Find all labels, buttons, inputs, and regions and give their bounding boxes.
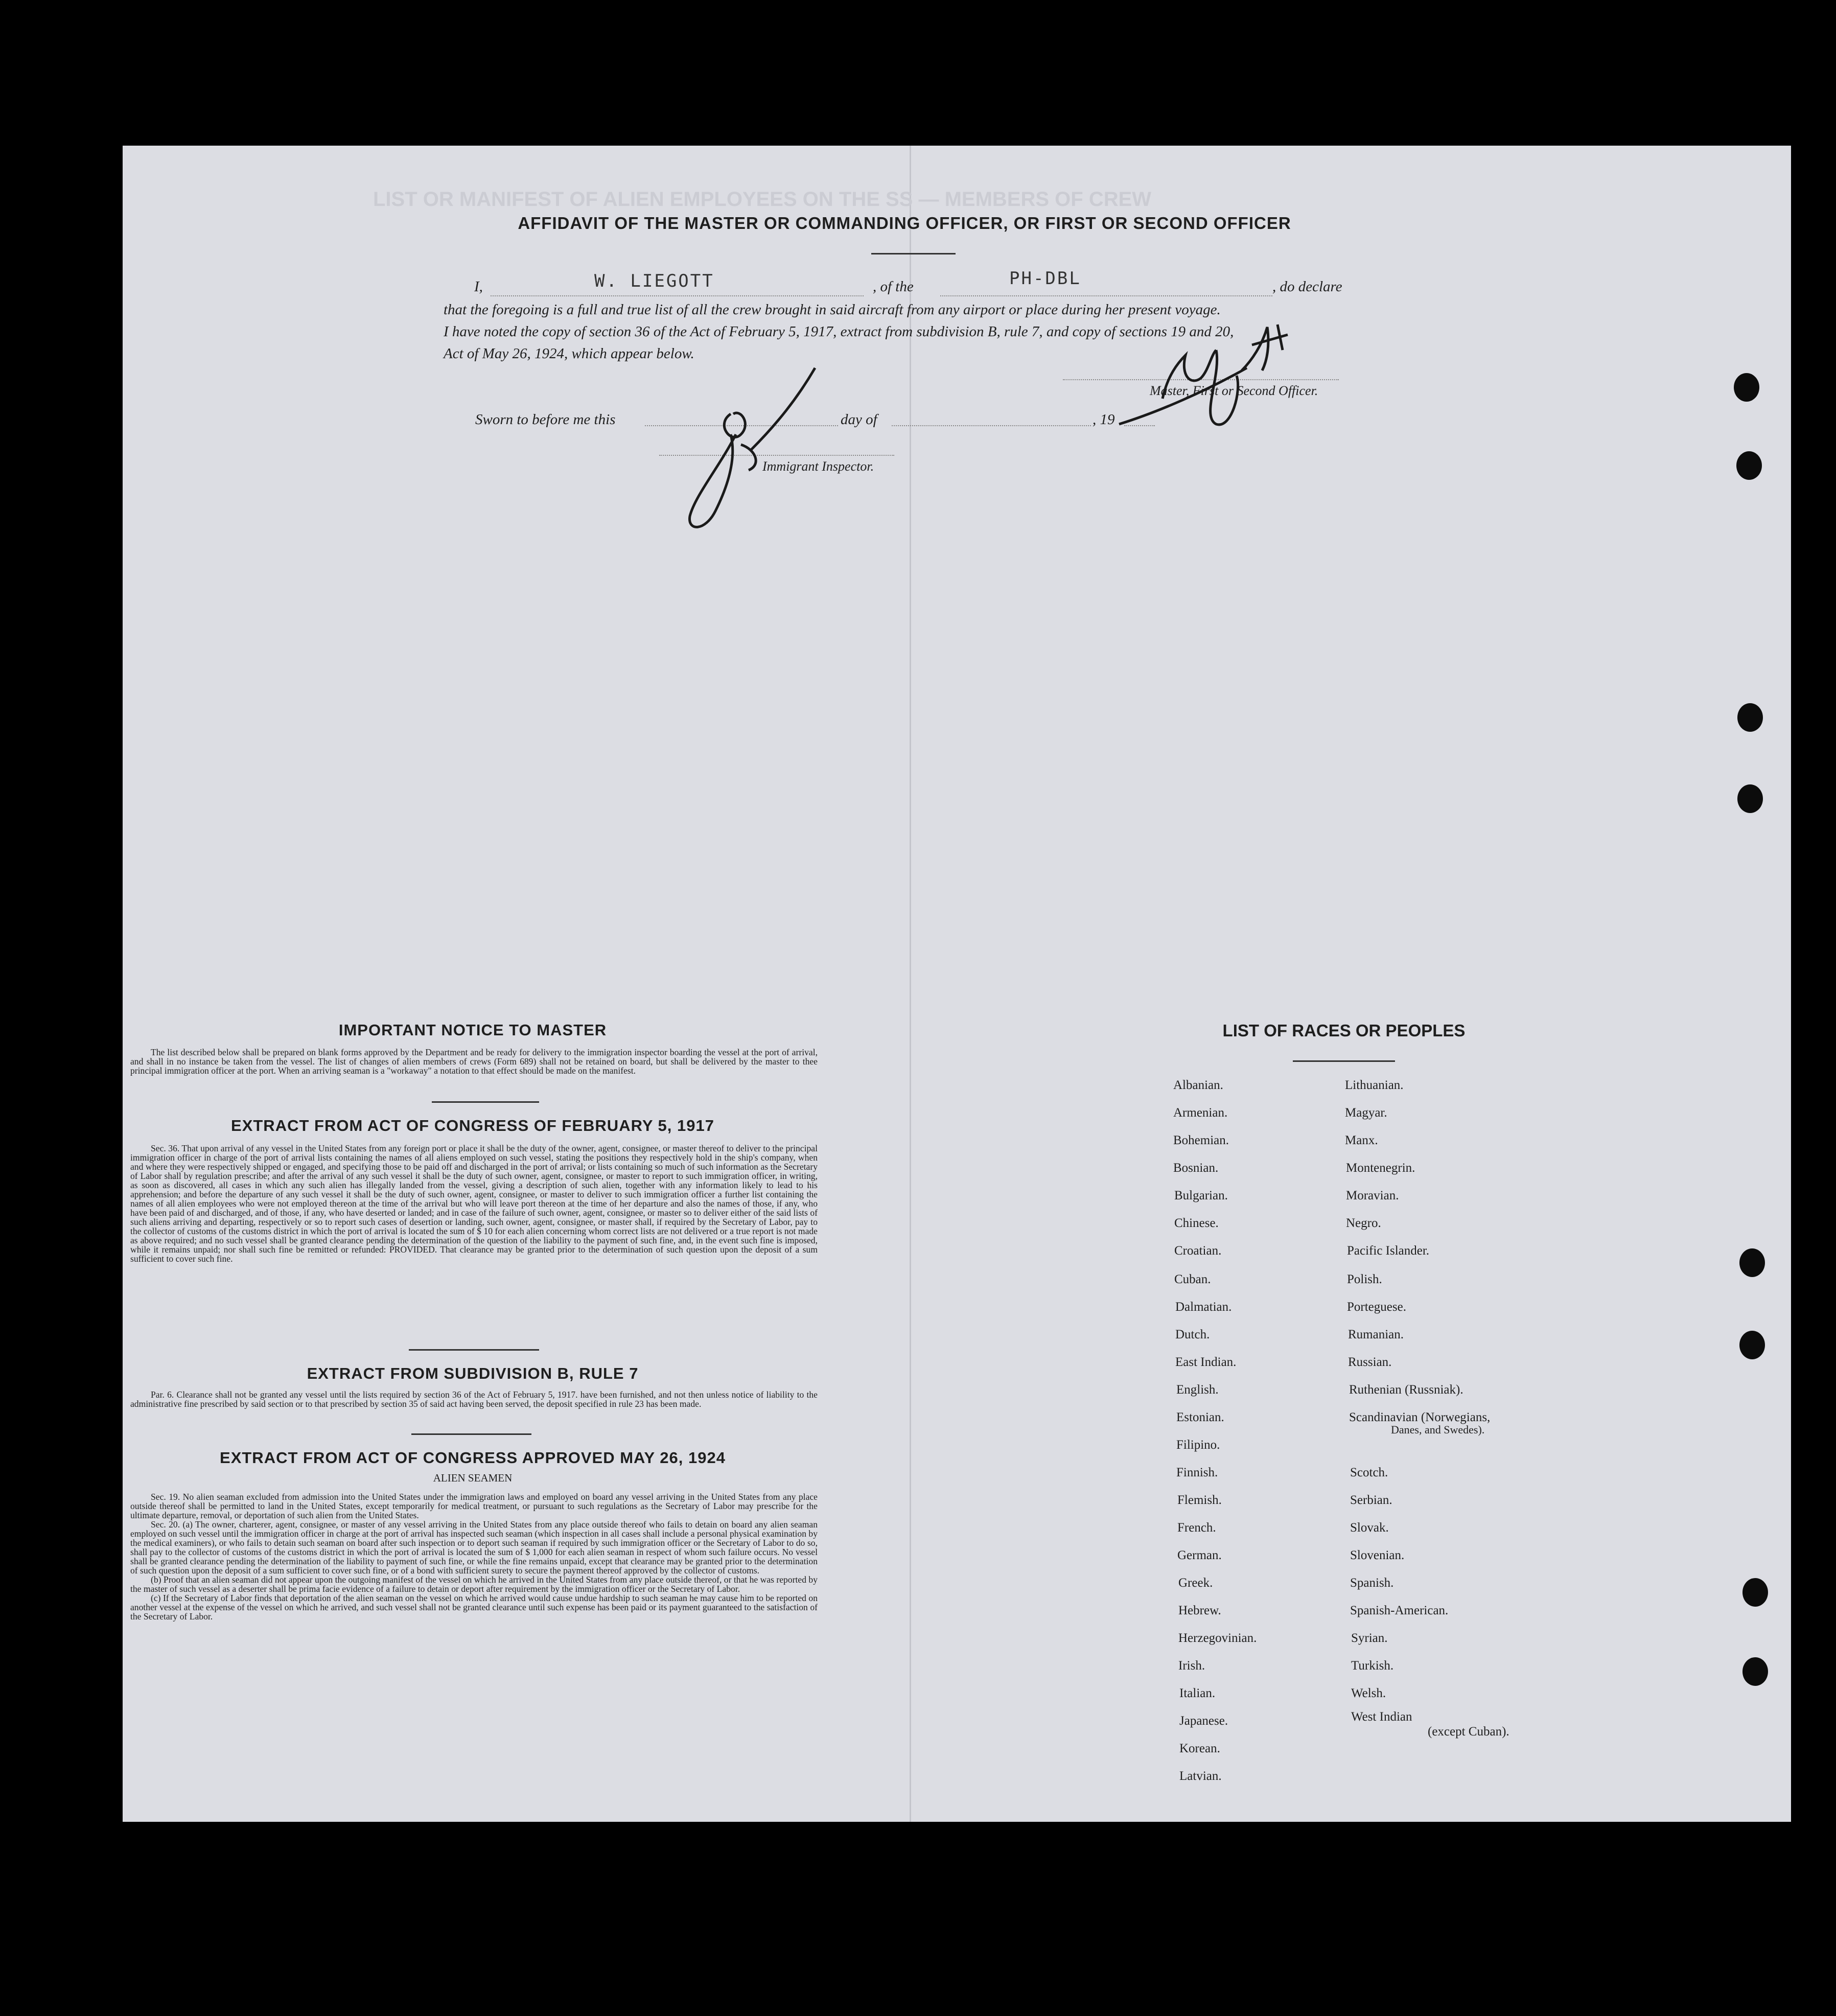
race-item: Greek.: [1178, 1576, 1213, 1590]
race-item: Danes, and Swedes).: [1391, 1423, 1485, 1436]
section-rule: [409, 1349, 539, 1351]
race-item: Spanish.: [1350, 1576, 1394, 1590]
race-item: Filipino.: [1176, 1438, 1220, 1452]
binder-hole: [1742, 1657, 1768, 1686]
binder-hole: [1739, 1331, 1765, 1359]
sec-20b-text: (b) Proof that an alien seaman did not appear upon the outgoing manifest of the vessel on which he arrived in the United States from any place outside thereof, or that he was reported by the master of such vessel as a deserter shall be prima facie evidence of a failure to detain or deport after requirement by the immigration officer or the Secretary of Labor.: [130, 1574, 818, 1594]
notice-title: IMPORTANT NOTICE TO MASTER: [338, 1021, 607, 1039]
binder-hole: [1737, 784, 1763, 813]
binder-hole: [1739, 1248, 1765, 1277]
binder-hole: [1736, 451, 1762, 480]
aircraft-line: [940, 295, 1272, 296]
race-item: Rumanian.: [1348, 1328, 1404, 1341]
race-item: German.: [1177, 1548, 1222, 1562]
sworn-month-line: [892, 425, 1091, 426]
races-title: LIST OF RACES OR PEOPLES: [1222, 1021, 1466, 1040]
race-item: Irish.: [1178, 1659, 1205, 1673]
race-item: Negro.: [1346, 1216, 1381, 1230]
race-item: Dalmatian.: [1175, 1300, 1232, 1314]
race-item: English.: [1176, 1383, 1219, 1397]
race-item: (except Cuban).: [1428, 1725, 1509, 1739]
of-the-label: , of the: [873, 279, 914, 295]
race-item: Cuban.: [1174, 1272, 1211, 1286]
race-item: Latvian.: [1179, 1769, 1222, 1783]
race-item: West Indian: [1351, 1710, 1412, 1724]
binder-hole: [1742, 1578, 1768, 1607]
race-item: Estonian.: [1176, 1410, 1224, 1424]
race-item: Herzegovinian.: [1178, 1631, 1257, 1645]
race-item: Serbian.: [1350, 1493, 1392, 1507]
i-label: I,: [474, 279, 483, 295]
race-item: Russian.: [1348, 1355, 1392, 1369]
affidavit-line-3: Act of May 26, 1924, which appear below.: [444, 345, 694, 362]
race-item: Hebrew.: [1178, 1604, 1221, 1617]
races-title-rule: [1293, 1060, 1395, 1062]
inspector-signature: [675, 363, 828, 537]
binder-hole: [1737, 703, 1763, 732]
sworn-label: Sworn to before me this: [475, 411, 616, 428]
race-item: Japanese.: [1179, 1714, 1228, 1728]
race-item: Bosnian.: [1173, 1161, 1219, 1175]
race-item: Pacific Islander.: [1347, 1244, 1430, 1258]
extract-1917-title: EXTRACT FROM ACT OF CONGRESS OF FEBRUARY 5, 1917: [231, 1117, 714, 1134]
race-item: Porteguese.: [1347, 1300, 1406, 1314]
race-item: Slovenian.: [1350, 1548, 1405, 1562]
race-item: Lithuanian.: [1345, 1078, 1404, 1092]
race-item: Chinese.: [1174, 1216, 1219, 1230]
name-line: [491, 295, 864, 296]
section-rule: [432, 1101, 539, 1103]
master-signature: [1114, 314, 1308, 432]
race-item: Croatian.: [1174, 1244, 1222, 1258]
race-item: Montenegrin.: [1346, 1161, 1415, 1175]
extract-1924-text: [130, 1492, 818, 1621]
rule7-text: Par. 6. Clearance shall not be granted any vessel until the lists required by section 36 of the Act of February 5, 1917. have been furnished, and not then unless notice of liability to the administrative fine prescribed by said section or to that prescribed by section 35 of said act having been served, the deposit specified in rule 23 has been made.: [130, 1389, 818, 1409]
bleed-through: LIST OR MANIFEST OF ALIEN EMPLOYEES ON THE SS — MEMBERS OF CREW: [373, 188, 1152, 211]
sec-20c-text: (c) If the Secretary of Labor finds that deportation of the alien seaman on the vessel on which he arrived would cause undue hardship to such seaman he may cause him to be reported on another vessel at the expense of the vessel on which he arrived, and such vessel shall not be granted clearance until such expense has been paid or its payment guaranteed to the satisfaction of the Secretary of Labor.: [130, 1593, 818, 1621]
race-item: Bulgarian.: [1174, 1189, 1228, 1202]
race-item: Albanian.: [1173, 1078, 1223, 1092]
do-declare-label: , do declare: [1272, 279, 1342, 295]
master-name: W. LIEGOTT: [594, 271, 714, 291]
race-item: Finnish.: [1176, 1466, 1218, 1479]
sec-19-text: Sec. 19. No alien seaman excluded from admission into the United States under the immigration laws and employed on board any vessel arriving in the United States from any place outside thereof shall be permitted to land in the United States, except temporarily for medical treatment, or pursuant to such regulations as the Secretary of Labor may prescribe for the ultimate departure, removal, or deportation of such alien from the United States.: [130, 1492, 818, 1520]
race-item: French.: [1177, 1521, 1216, 1535]
race-item: Welsh.: [1351, 1686, 1386, 1700]
extract-1924-title: EXTRACT FROM ACT OF CONGRESS APPROVED MAY 26, 1924: [220, 1449, 726, 1467]
race-item: Bohemian.: [1173, 1133, 1229, 1147]
page-fold: [910, 146, 911, 1822]
race-item: Spanish-American.: [1350, 1604, 1449, 1617]
race-item: Polish.: [1347, 1272, 1382, 1286]
race-item: Magyar.: [1345, 1106, 1387, 1120]
race-item: Slovak.: [1350, 1521, 1389, 1535]
affidavit-line-2: I have noted the copy of section 36 of the Act of February 5, 1917, extract from subdivision B, rule 7, and copy of sections 19 and 20,: [444, 323, 1234, 340]
affidavit-line-1: that the foregoing is a full and true list of all the crew brought in said aircraft from any airport or place during her present voyage.: [444, 302, 1221, 318]
aircraft-registration: PH-DBL: [1009, 268, 1081, 289]
rule7-title: EXTRACT FROM SUBDIVISION B, RULE 7: [307, 1364, 639, 1382]
race-item: Manx.: [1345, 1133, 1378, 1147]
extract-1924-subtitle: ALIEN SEAMEN: [433, 1472, 513, 1484]
title-rule: [871, 253, 956, 254]
race-item: Italian.: [1179, 1686, 1216, 1700]
race-item: Syrian.: [1351, 1631, 1388, 1645]
race-item: Armenian.: [1173, 1106, 1228, 1120]
extract-1917-text: Sec. 36. That upon arrival of any vessel in the United States from any foreign port or place it shall be the duty of the owner, agent, consignee, or master thereof to deliver to the principal immigration officer in charge of the port of arrival lists containing the names of all aliens employed on such vessel, stating the positions they respectively hold in the ship's company, when and where they were respectively shipped or engaged, and specifying those to be paid off and discharged in the port of arrival; or lists containing so much of such information as the Secretary of Labor shall by regulation prescribe; and after the arrival of any such vessel it shall be the duty of such owner, agent, consignee, or master to report to such immigration officer, in writing, as soon as discovered, all cases in which any such alien has illegally landed from the vessel, giving a description of such alien, together with any information likely to lead to his apprehension; and before the departure of any such vessel it shall be the duty of such owner, agent, consignee, or master to deliver to such immigration officer a further list containing the names of all alien employees who were not employed thereon at the time of the arrival but who will leave port thereon at the time of her departure and also the names of those, if any, who have been paid of and discharged, and of those, if any, who have deserted or landed; and in case of the failure of such owner, agent, consignee, or master so to deliver either of the said lists of such aliens arriving and departing, respectively or so to report such cases of desertion or landing, such owner, agent, consignee, or master shall, if required by the Secretary of Labor, pay to the collector of customs of the customs district in which the port of arrival is located the sum of $ 10 for each alien concerning whom correct lists are not delivered or a true report is not made as above required; and no such vessel shall be granted clearance pending the determination of the question of the liability to the payment of such fine, and, in the event such fine is imposed, while it remains unpaid; nor shall such fine be remitted or refunded: PROVIDED. That clearance may be granted prior to the determination of such question upon the deposit of a sum sufficient to cover such fine.: [130, 1143, 818, 1264]
race-item: Dutch.: [1175, 1328, 1210, 1341]
binder-hole: [1734, 373, 1759, 402]
race-item: Flemish.: [1177, 1493, 1222, 1507]
year-label: , 19: [1093, 411, 1115, 428]
day-of-label: day of: [841, 411, 877, 428]
race-item: Scandinavian (Norwegians,: [1349, 1410, 1491, 1424]
section-rule: [411, 1433, 531, 1435]
race-item: Korean.: [1179, 1742, 1220, 1755]
race-item: Turkish.: [1351, 1659, 1394, 1673]
master-signature-label: Master, First or Second Officer.: [1150, 383, 1318, 398]
race-item: Scotch.: [1350, 1466, 1388, 1479]
race-item: East Indian.: [1175, 1355, 1237, 1369]
notice-text: The list described below shall be prepared on blank forms approved by the Department and be ready for delivery to the immigration inspector boarding the vessel at the port of arrival, and shall in no instance be taken from the vessel. The list of changes of alien members of crews (Form 689) shall not be retained on board, but shall be delivered by the master to thee principal immigration officer at the port. When an arriving seaman is a "workaway" a notation to that effect should be made on the manifest.: [130, 1047, 818, 1076]
affidavit-title: AFFIDAVIT OF THE MASTER OR COMMANDING OFFICER, OR FIRST OR SECOND OFFICER: [518, 214, 1291, 233]
race-item: Moravian.: [1346, 1189, 1399, 1202]
sec-20a-text: Sec. 20. (a) The owner, charterer, agent, consignee, or master of any vessel arriving in the United States from any place outside thereof who fails to detain on board any alien seaman employed on such vessel until the immigration officer in charge at the port of arrival has inspected such seaman (which inspection in all cases shall include a personal physical examination by the medical examiners), or who fails to detain such seaman on board after such inspection or to deport such seaman if required by such immigration officer or the Secretary of Labor to do so, shall pay to the collector of customs of the customs district in which the port of arrival is located the sum of $ 1,000 for each alien seaman in respect of whom such failure occurs. No vessel shall be granted clearance pending the determination of the liability to payment of such fine, or while the fine remains unpaid, except that clearance may be granted prior to the determination of such question upon the deposit of a sum sufficient to cover such fine, or of a bond with sufficient surety to secure the payment thereof approved by the collector of customs.: [130, 1519, 818, 1575]
race-item: Ruthenian (Russniak).: [1349, 1383, 1463, 1397]
inspector-label: Immigrant Inspector.: [762, 459, 874, 474]
